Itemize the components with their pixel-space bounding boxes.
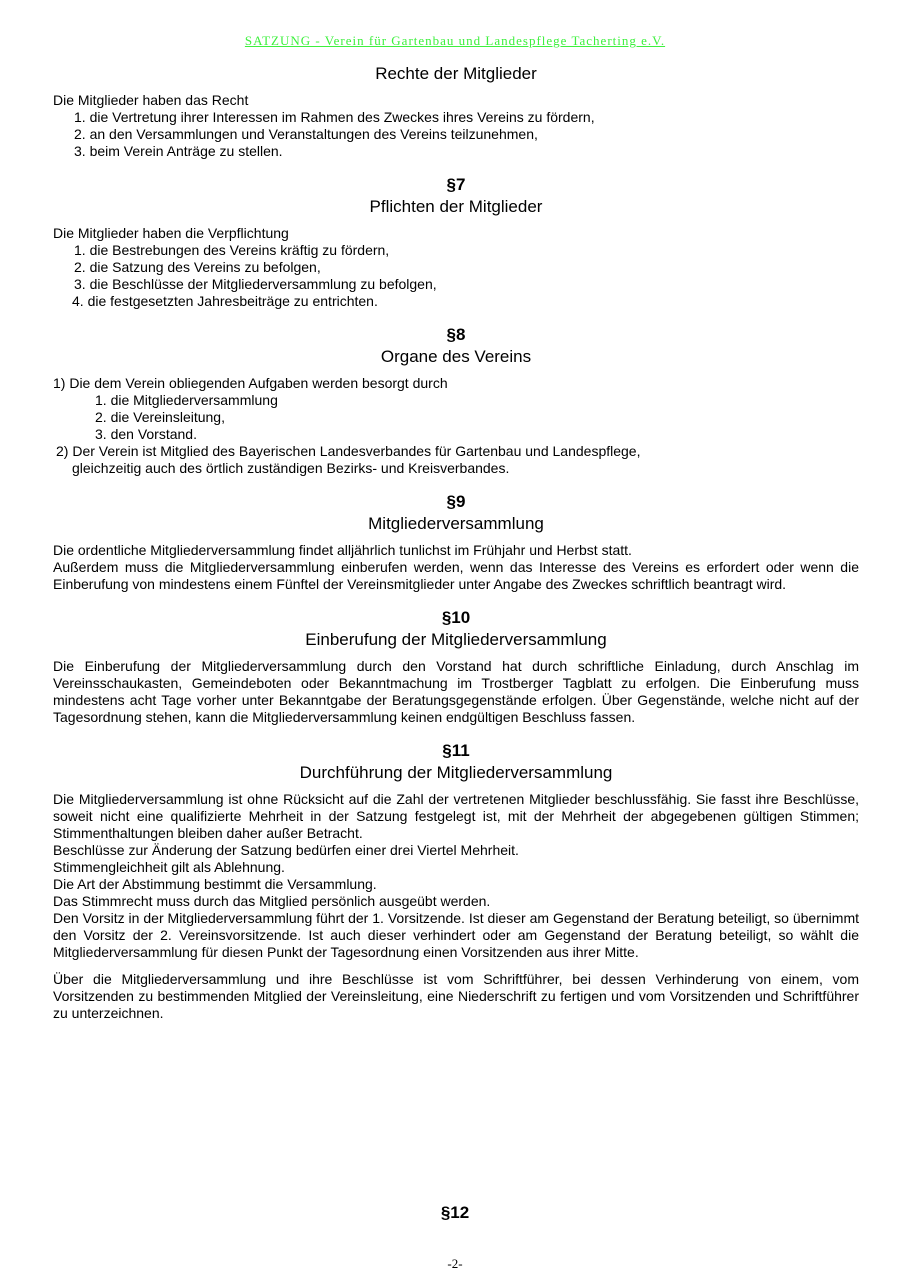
section-11-number: §11 xyxy=(442,741,470,760)
section-6-title: Rechte der Mitglieder xyxy=(375,64,537,83)
section-8-paragraph-2-continued: gleichzeitig auch des örtlich zuständigen Bezirks- und Kreisverbandes. xyxy=(72,460,510,476)
section-6-item: 2. an den Versammlungen und Veranstaltungen des Vereins teilzunehmen, xyxy=(74,126,538,142)
page-number: -2- xyxy=(447,1256,463,1271)
section-7-number: §7 xyxy=(446,175,466,194)
section-8-item: 1. die Mitgliederversammlung xyxy=(95,392,278,408)
section-10-paragraph-1: Die Einberufung der Mitgliederversammlung durch den Vorstand hat durch schriftliche Einladung, durch Anschlag im Vereinsschaukasten, Gemeindeboten oder Bekanntmachung im Trostberger Tagblatt zu erfolgen. Die Einberufung muss mindestens acht Tage vorher unter Bekanntgabe der Beratungsgegenstände erfolgen. Über Gegenstände, welche nicht auf der Tagesordnung stehen, kann die Mitgliederversammlung keinen endgültigen Beschluss fassen. xyxy=(53,658,859,725)
section-10-title: Einberufung der Mitgliederversammlung xyxy=(305,630,607,649)
section-6-intro: Die Mitglieder haben das Recht xyxy=(53,92,249,108)
section-7-title: Pflichten der Mitglieder xyxy=(369,197,543,216)
section-9-number: §9 xyxy=(446,492,466,511)
section-9-paragraph-1: Die ordentliche Mitgliederversammlung findet alljährlich tunlichst im Frühjahr und Herbst statt. xyxy=(53,542,632,558)
section-12-number: §12 xyxy=(440,1203,470,1222)
section-9-paragraph-2: Außerdem muss die Mitgliederversammlung einberufen werden, wenn das Interesse des Vereins es erfordert oder wenn die Einberufung von mindestens einem Fünftel der Vereinsmitglieder unter Angabe des Zweckes schriftlich beantragt wird. xyxy=(53,559,859,592)
section-8-item: 3. den Vorstand. xyxy=(95,426,197,442)
section-7-item: 3. die Beschlüsse der Mitgliederversammlung zu befolgen, xyxy=(74,276,437,292)
section-8-paragraph-1: 1) Die dem Verein obliegenden Aufgaben werden besorgt durch xyxy=(53,375,448,391)
section-8-paragraph-2: 2) Der Verein ist Mitglied des Bayerischen Landesverbandes für Gartenbau und Landespflege, xyxy=(56,443,641,459)
section-6-item: 1. die Vertretung ihrer Interessen im Rahmen des Zweckes ihres Vereins zu fördern, xyxy=(74,109,595,125)
section-11-paragraph-5: Das Stimmrecht muss durch das Mitglied persönlich ausgeübt werden. xyxy=(53,893,491,909)
section-11-paragraph-3: Stimmengleichheit gilt als Ablehnung. xyxy=(53,859,285,875)
section-7-item: 2. die Satzung des Vereins zu befolgen, xyxy=(74,259,321,275)
section-11-title: Durchführung der Mitgliederversammlung xyxy=(299,763,613,782)
section-10-number: §10 xyxy=(441,608,471,627)
section-7-intro: Die Mitglieder haben die Verpflichtung xyxy=(53,225,289,241)
section-11-paragraph-2: Beschlüsse zur Änderung der Satzung bedürfen einer drei Viertel Mehrheit. xyxy=(53,842,519,858)
document-header: SATZUNG - Verein für Gartenbau und Landespflege Tacherting e.V. xyxy=(244,33,666,48)
section-6-item: 3. beim Verein Anträge zu stellen. xyxy=(74,143,283,159)
section-8-title: Organe des Vereins xyxy=(380,347,532,366)
document-body xyxy=(53,62,859,1022)
section-9-title: Mitgliederversammlung xyxy=(368,514,544,533)
section-8-item: 2. die Vereinsleitung, xyxy=(95,409,225,425)
section-7-item: 1. die Bestrebungen des Vereins kräftig zu fördern, xyxy=(74,242,390,258)
section-11-paragraph-6: Den Vorsitz in der Mitgliederversammlung führt der 1. Vorsitzende. Ist dieser am Gegenstand der Beratung beteiligt, so übernimmt den Vorsitz der 2. Vereinsvorsitzende. Ist auch dieser verhindert oder am Gegenstand der Beratung beteiligt, so wählt die Mitgliederversammlung für diesen Punkt der Tagesordnung einen Vorsitzenden aus ihrer Mitte. xyxy=(53,910,859,960)
section-11-paragraph-7: Über die Mitgliederversammlung und ihre Beschlüsse ist vom Schriftführer, bei dessen Verhinderung von einem, vom Vorsitzenden zu bestimmenden Mitglied der Vereinsleitung, eine Niederschrift zu fertigen und vom Vorsitzenden und Schriftführer zu unterzeichnen. xyxy=(53,971,859,1021)
section-8-number: §8 xyxy=(446,325,466,344)
section-11-paragraph-1: Die Mitgliederversammlung ist ohne Rücksicht auf die Zahl der vertretenen Mitglieder beschlussfähig. Sie fasst ihre Beschlüsse, soweit nicht eine qualifizierte Mehrheit in der Satzung festgelegt ist, mit der Mehrheit der abgegebenen gültigen Stimmen; Stimmenthaltungen bleiben daher außer Betracht. xyxy=(53,791,859,841)
section-7-item: 4. die festgesetzten Jahresbeiträge zu entrichten. xyxy=(72,293,378,309)
section-11-paragraph-4: Die Art der Abstimmung bestimmt die Versammlung. xyxy=(53,876,377,892)
